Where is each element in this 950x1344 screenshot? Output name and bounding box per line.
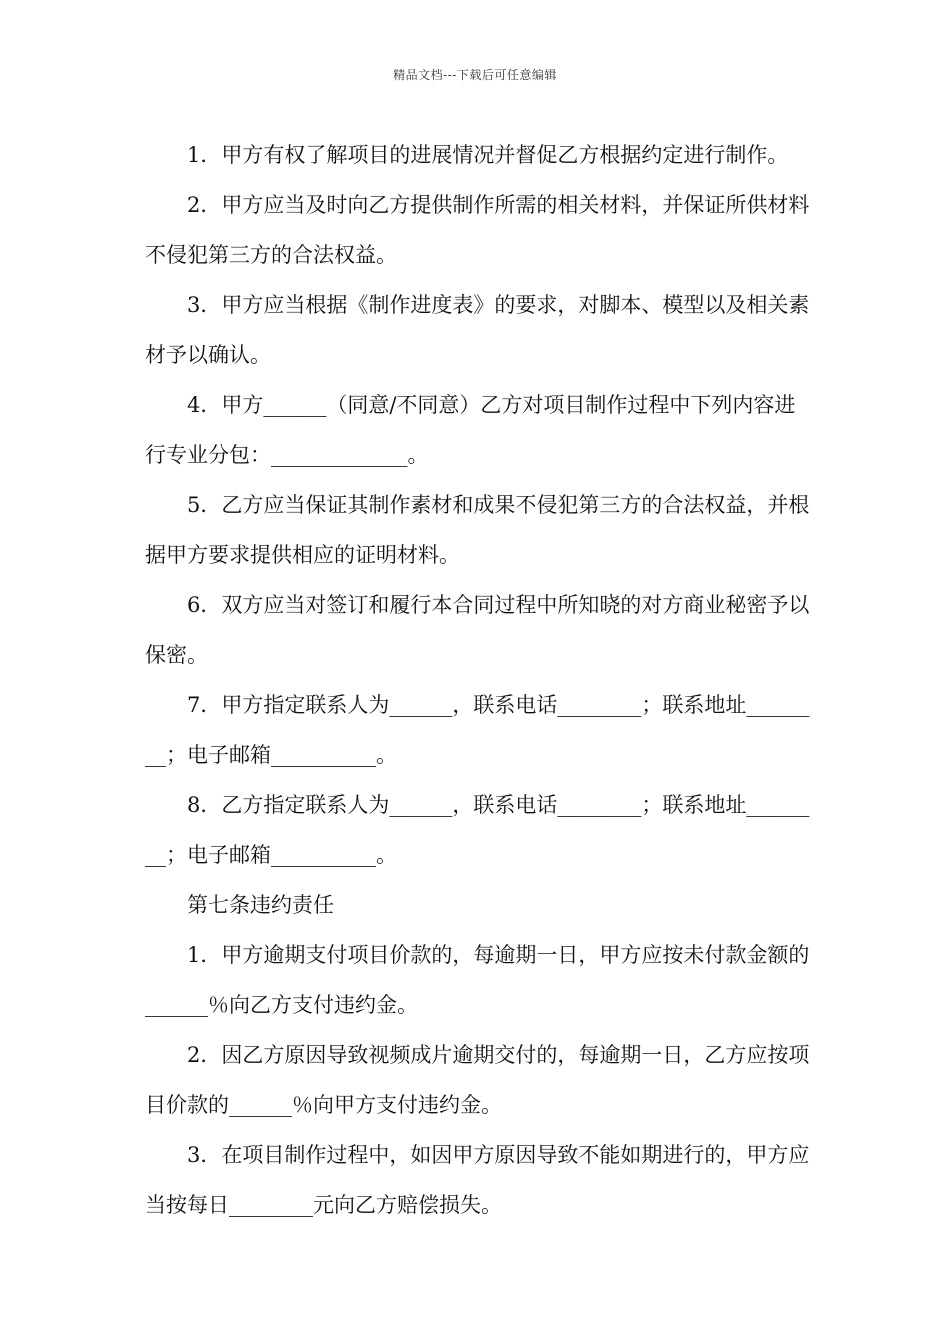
breach-1-late-payment: 1．甲方逾期支付项目价款的，每逾期一日，甲方应按未付款金额的______％向乙方支付违约金。 (145, 943, 810, 1017)
breach-3-delay-compensation: 3．在项目制作过程中，如因甲方原因导致不能如期进行的，甲方应当按每日________元向乙方赔偿损失。 (145, 1143, 810, 1217)
page-header: 精品文档---下载后可任意编辑 (393, 68, 557, 82)
clause-3-party-a-confirm: 3．甲方应当根据《制作进度表》的要求，对脚本、模型以及相关素材予以确认。 (145, 293, 810, 367)
clause-7-party-a-contact: 7．甲方指定联系人为______，联系电话________；联系地址________；电子邮箱__________。 (145, 693, 810, 767)
section-heading-breach: 第七条违约责任 (187, 893, 334, 917)
clause-1-party-a-right: 1．甲方有权了解项目的进展情况并督促乙方根据约定进行制作。 (187, 143, 789, 167)
clause-5-party-b-guarantee: 5．乙方应当保证其制作素材和成果不侵犯第三方的合法权益，并根据甲方要求提供相应的证明材料。 (145, 493, 810, 567)
clause-2-party-a-materials: 2．甲方应当及时向乙方提供制作所需的相关材料，并保证所供材料不侵犯第三方的合法权益。 (145, 193, 810, 267)
clause-4-subcontract: 4．甲方______（同意/不同意）乙方对项目制作过程中下列内容进行专业分包：_____________。 (145, 393, 796, 467)
breach-2-late-delivery: 2．因乙方原因导致视频成片逾期交付的，每逾期一日，乙方应按项目价款的______％向甲方支付违约金。 (145, 1043, 810, 1117)
clause-6-confidentiality: 6．双方应当对签订和履行本合同过程中所知晓的对方商业秘密予以保密。 (145, 593, 810, 667)
document-body (145, 130, 815, 1230)
clause-8-party-b-contact: 8．乙方指定联系人为______，联系电话________；联系地址________；电子邮箱__________。 (145, 793, 810, 867)
